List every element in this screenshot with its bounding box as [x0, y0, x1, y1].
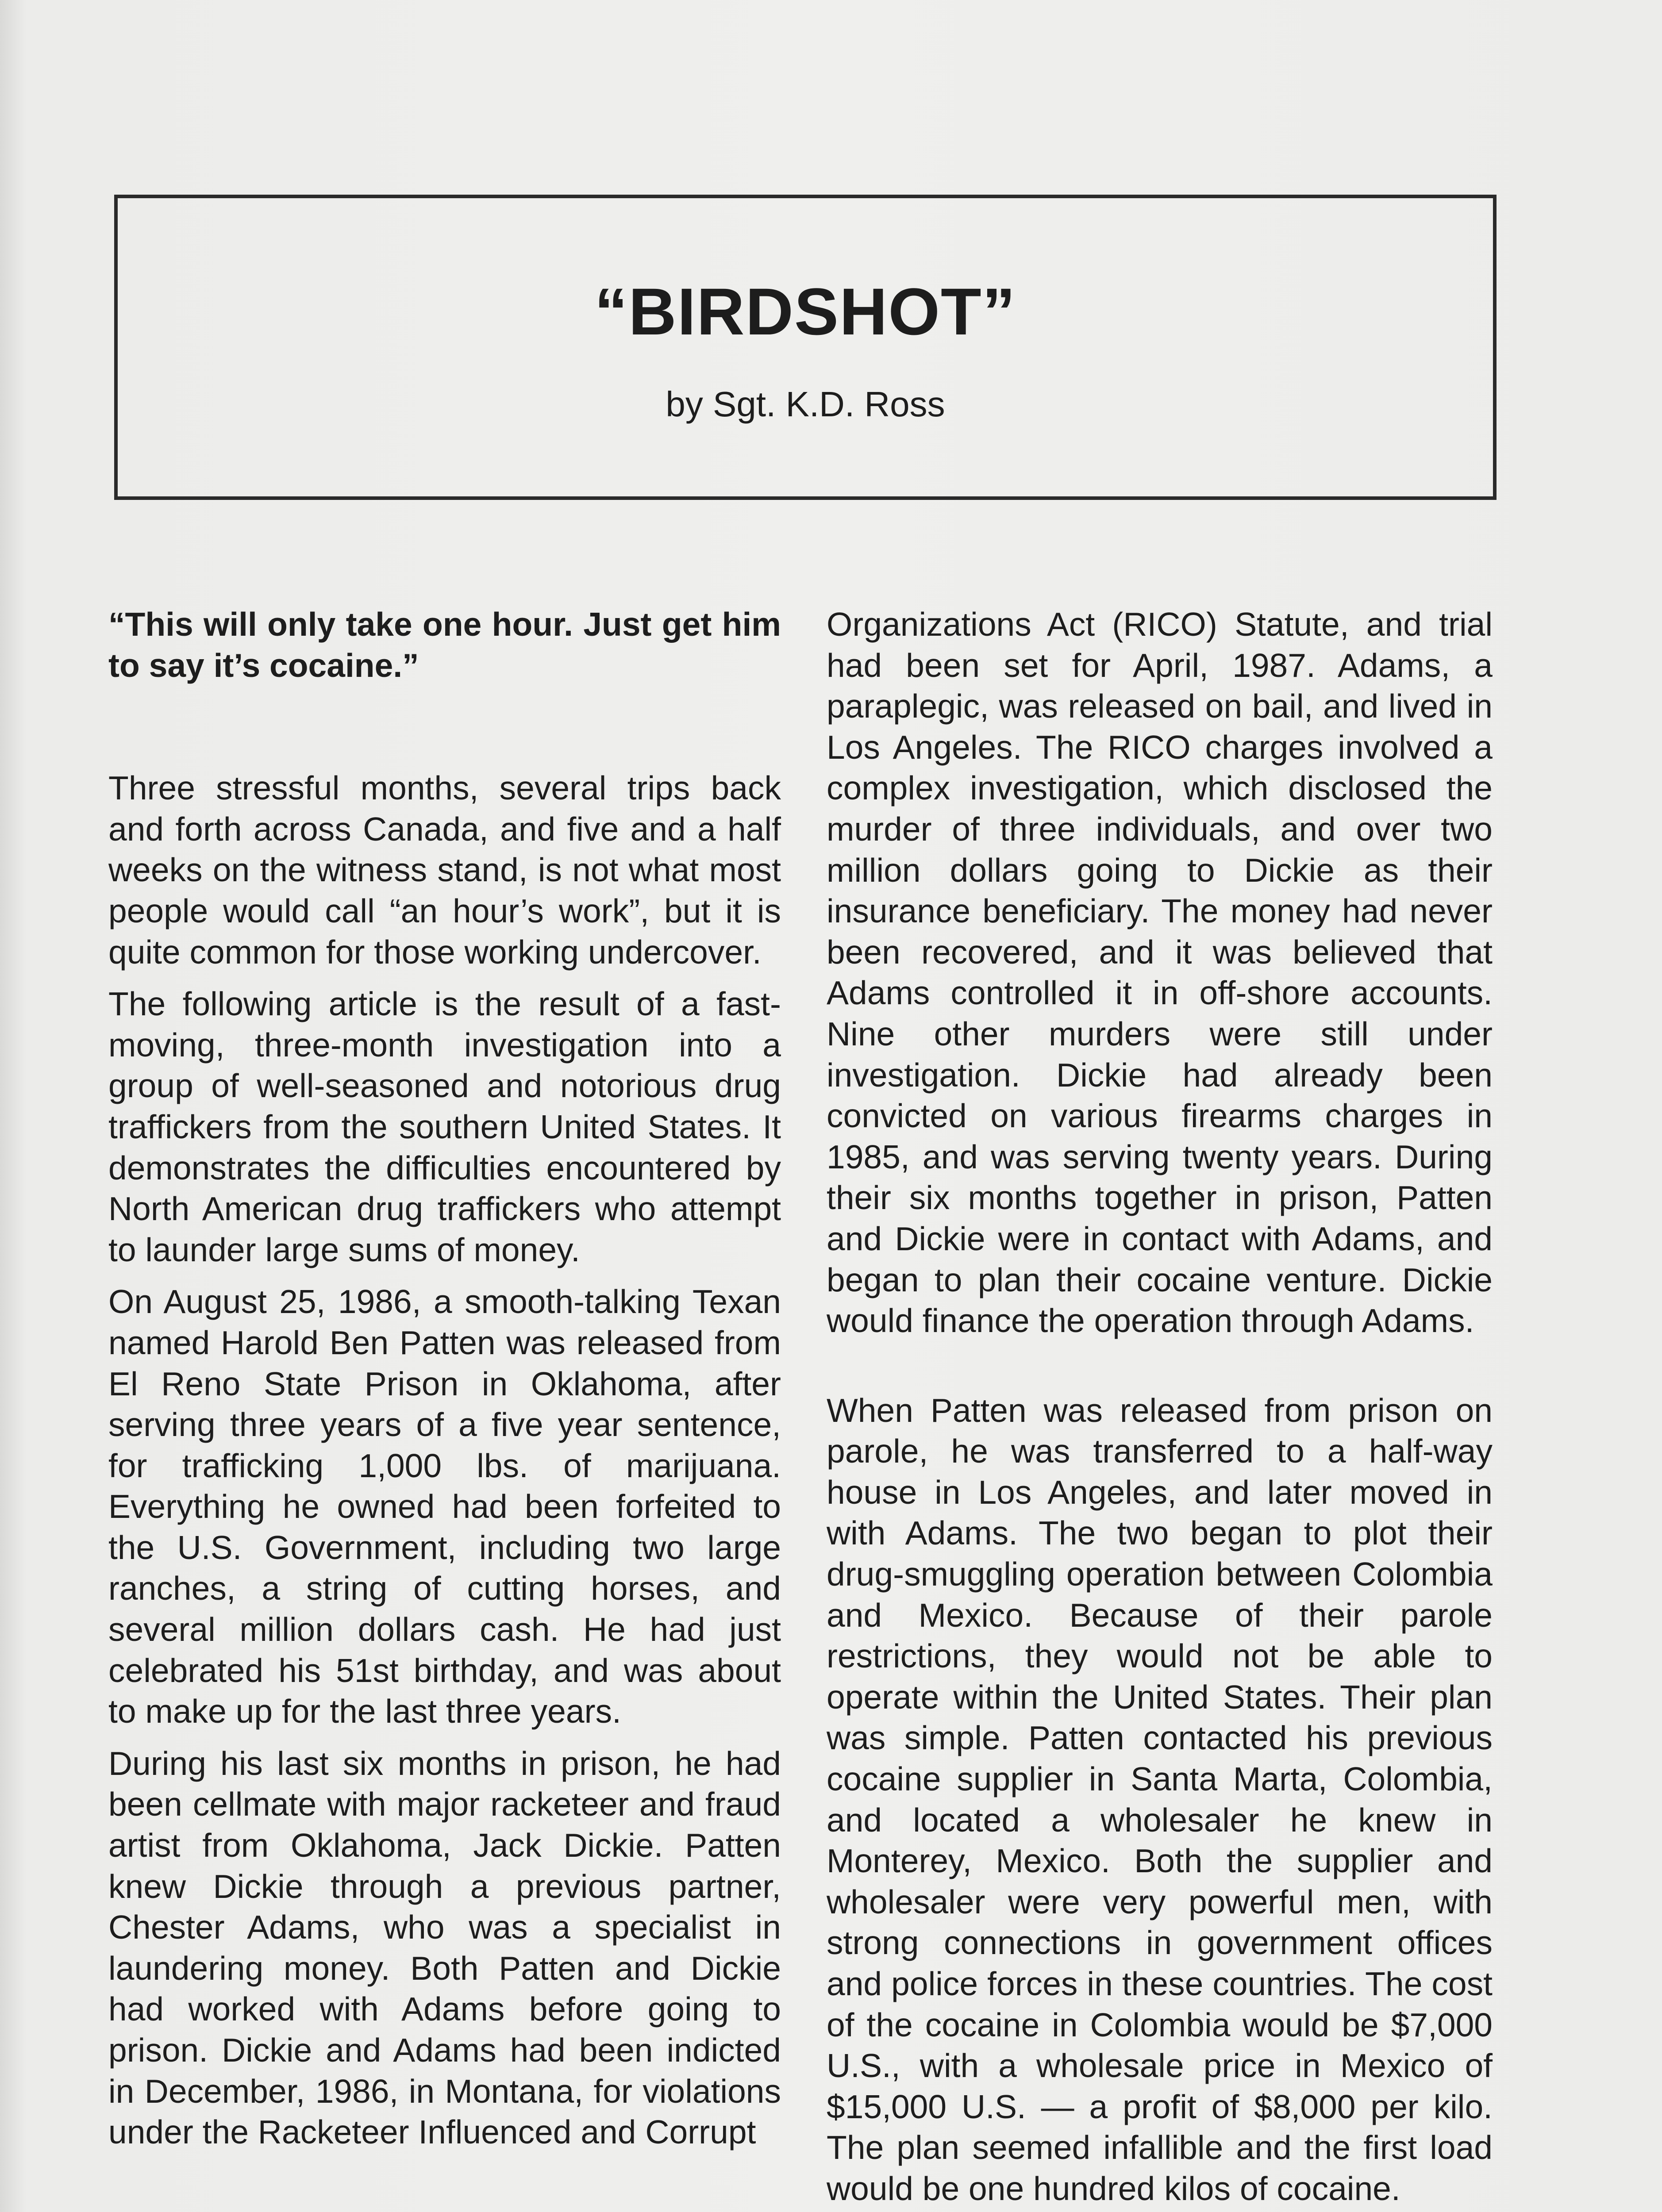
paragraph: When Patten was released from prison on parole, he was transferred to a half-way house in Los Angeles, and later moved in with Adams. The two began to plot their drug-smuggling operation between Colombia and Mexico. Because of their parole restrictions, they would not be able to operate within the United States. Their plan was simple. Patten contacted his previous cocaine supplier in Santa Marta, Colombia, and located a wholesaler he knew in Monterey, Mexico. Both the supplier and wholesaler were very powerful men, with strong connections in government offices and police forces in these countries. The cost of the cocaine in Colombia would be $7,000 U.S., with a wholesale price in Mexico of $15,000 U.S. — a profit of $8,000 per kilo. The plan seemed infallible and the first load would be one hundred kilos of cocaine.: [827, 1391, 1493, 2207]
article-byline: by Sgt. K.D. Ross: [666, 384, 945, 424]
left-column: [108, 604, 781, 2153]
right-column: [827, 604, 1493, 2209]
lead-quote: “This will only take one hour. Just get him to say it’s cocaine.”: [108, 606, 781, 684]
title-box: [114, 195, 1497, 500]
paragraph: The following article is the result of a fast-moving, three-month investigation into a group of well-seasoned and notorious drug traffickers from the southern United States. It demonstrates the difficulties encountered by North American drug traffickers who attempt to launder large sums of money.: [108, 985, 781, 1268]
paragraph: On August 25, 1986, a smooth-talking Texan named Harold Ben Patten was released from El Reno State Prison in Oklahoma, after serving three years of a five year sentence, for trafficking 1,000 lbs. of marijuana. Everything he owned had been forfeited to the U.S. Government, including two large ranches, a string of cutting horses, and several million dollars cash. He had just celebrated his 51st birthday, and was about to make up for the last three years.: [108, 1283, 781, 1730]
paragraph: Organizations Act (RICO) Statute, and trial had been set for April, 1987. Adams, a paraplegic, was released on bail, and lived in Los Angeles. The RICO charges involved a complex investigation, which disclosed the murder of three individuals, and over two million dollars going to Dickie as their insurance beneficiary. The money had never been recovered, and it was believed that Adams controlled it in off-shore accounts. Nine other murders were still under investigation. Dickie had already been convicted on various firearms charges in 1985, and was serving twenty years. During their six months together in prison, Patten and Dickie were in contact with Adams, and began to plan their cocaine venture. Dickie would finance the operation through Adams.: [827, 606, 1493, 1340]
article-title: “BIRDSHOT”: [594, 274, 1016, 349]
paragraph: Three stressful months, several trips back and forth across Canada, and five and a half weeks on the witness stand, is not what most people would call “an hour’s work”, but it is quite common for those working undercover.: [108, 769, 781, 971]
paragraph: During his last six months in prison, he had been cellmate with major racketeer and fraud artist from Oklahoma, Jack Dickie. Patten knew Dickie through a previous partner, Chester Adams, who was a specialist in laundering money. Both Patten and Dickie had worked with Adams before going to prison. Dickie and Adams had been indicted in December, 1986, in Montana, for violations under the Racketeer Influenced and Corrupt: [108, 1744, 781, 2151]
